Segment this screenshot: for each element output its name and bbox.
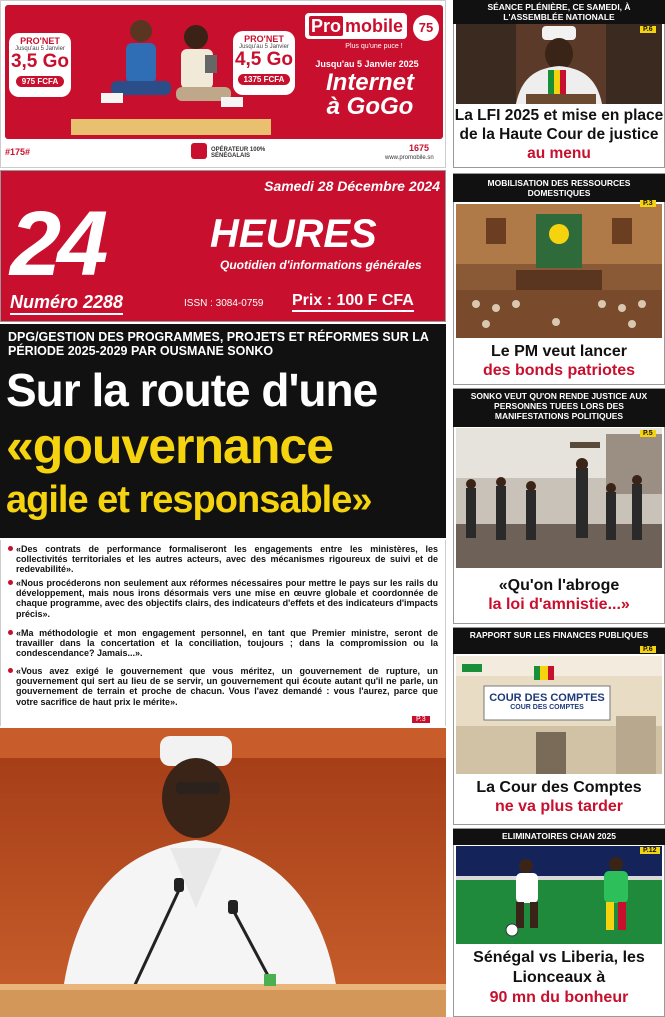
offer-amount: 3,5 Go xyxy=(10,51,70,72)
offer-sub: Jusqu'au 5 Janvier xyxy=(15,46,65,52)
side-story-2-page[interactable]: P.3 xyxy=(640,200,656,207)
title-red: des bonds patriotes xyxy=(482,362,636,379)
sign-line1: COUR DES COMPTES xyxy=(489,692,605,704)
lead-page-ref[interactable]: P.3 xyxy=(412,716,430,723)
side-story-4-title[interactable] xyxy=(453,778,665,816)
title-black: La LFI 2025 et mise en place de la Haute Cour de justice xyxy=(454,107,664,143)
side-story-3-kicker: SONKO VEUT QU'ON RENDE JUSTICE AUX PERSONNES TUEES LORS DES MANIFESTATIONS POLITIQUES xyxy=(453,389,665,427)
cour-des-comptes-sign xyxy=(486,692,608,711)
issue-number: Numéro 2288 xyxy=(10,292,123,315)
side-story-3-page[interactable]: P.5 xyxy=(640,430,656,437)
ad-footer-code: #175# xyxy=(5,147,31,157)
logo-24: 24 xyxy=(10,193,105,295)
lead-quote: «Des contrats de performance formaliseront les engagements entre les ministères, les collectivités territoriales et les autres acteurs, avec des mécanismes rigoureux de suivi et de redevabilité». xyxy=(10,544,438,575)
side-story-1-kicker: SÉANCE PLÉNIÈRE, CE SAMEDI, À L'ASSEMBLÉE NATIONALE xyxy=(453,0,665,24)
offer-title: PRO'NET xyxy=(244,34,284,44)
operator-logo-icon xyxy=(191,143,207,159)
sign-line2: COUR DES COMPTES xyxy=(510,704,584,711)
offer-amount: 4,5 Go xyxy=(234,49,294,70)
issn: ISSN : 3084-0759 xyxy=(184,298,264,309)
lead-quote: «Ma méthodologie et mon engagement personnel, en tant que Premier ministre, seront de travailler dans la concertation et la conciliation, toujours ; dans la compromission ou la condescendance? Jamais...». xyxy=(10,628,438,659)
price: Prix : 100 F CFA xyxy=(292,292,414,312)
ad-date: Jusqu'au 5 Janvier 2025 xyxy=(315,59,419,69)
side-story-3-title[interactable] xyxy=(453,576,665,614)
offer-price: 975 FCFA xyxy=(16,76,64,87)
title-black: La Cour des Comptes xyxy=(476,779,642,796)
side-story-1-page[interactable]: P.6 xyxy=(640,26,656,33)
ad-footer-site[interactable]: www.promobile.sn xyxy=(385,155,434,161)
ad-slogan: Plus qu'une puce ! xyxy=(345,43,403,50)
lead-quote: «Vous avez exigé le gouvernement que vous méritez, un gouvernement de rupture, un gouvernement qui sert au lieu de se servir, un gouvernement qui écoute autant qu'il ne parle, un gouvernement de terrain et proche de chacun. Vous l'avez demandé : vous l'aurez, parce que votre sacrifice de haut prix le mérite». xyxy=(10,666,438,707)
side-story-1-photo[interactable] xyxy=(456,24,662,104)
side-story-4-kicker: RAPPORT SUR LES FINANCES PUBLIQUES xyxy=(453,628,665,654)
title-red: au menu xyxy=(527,145,591,162)
lead-headline-line1[interactable]: Sur la route d'une xyxy=(6,364,378,416)
title-black: «Qu'on l'abroge xyxy=(498,577,620,594)
ad-headline-line2: à GoGo xyxy=(326,93,414,120)
title-black: Le PM veut lancer xyxy=(490,343,628,360)
issue-date: Samedi 28 Décembre 2024 xyxy=(264,178,440,194)
title-red: 90 mn du bonheur xyxy=(489,989,629,1006)
brand-pro: Pro xyxy=(310,16,341,36)
ad-footer xyxy=(5,141,443,165)
logo-heures: HEURES xyxy=(210,212,377,256)
side-story-4-page[interactable]: P.6 xyxy=(640,646,656,653)
side-story-4-photo[interactable] xyxy=(456,656,662,774)
side-story-2-kicker: MOBILISATION DES RESSOURCES DOMESTIQUES xyxy=(453,174,665,202)
side-story-5-page[interactable]: P.12 xyxy=(640,847,660,854)
promobile-logo[interactable] xyxy=(305,13,407,39)
tagline: Quotidien d'informations générales xyxy=(220,258,422,272)
offer-price: 1375 FCFA xyxy=(238,74,291,85)
brand-mobile: mobile xyxy=(345,16,404,36)
side-story-5-title[interactable] xyxy=(453,948,665,1008)
lead-quote: «Nous procéderons non seulement aux réformes nécessaires pour mettre le pays sur les rails du développement, mais nous irons désormais vers une mise en œuvre globale et coordonnée de chaque programme, avec des objectifs clairs, des indicateurs d'effets et des indicateurs d'impacts précis». xyxy=(10,578,438,619)
title-red: la loi d'amnistie...» xyxy=(488,596,630,613)
ad-headline-line1: Internet xyxy=(325,69,414,96)
side-story-2-title[interactable] xyxy=(453,342,665,380)
title-red: ne va plus tarder xyxy=(494,798,624,815)
ad-footer-number: 1675 xyxy=(409,143,430,153)
offer-bubble-right[interactable] xyxy=(233,31,295,95)
lead-headline-line3[interactable]: agile et responsable» xyxy=(6,479,372,521)
lead-headline-line2[interactable]: «gouvernance xyxy=(6,418,334,474)
side-story-1-title[interactable] xyxy=(453,106,665,163)
ad-headline xyxy=(297,71,443,119)
promobile-advertisement[interactable] xyxy=(0,0,446,168)
lead-photo[interactable] xyxy=(0,728,446,1017)
offer-bubble-left[interactable] xyxy=(9,33,71,97)
lead-kicker: DPG/GESTION DES PROGRAMMES, PROJETS ET RÉFORMES SUR LA PÉRIODE 2025-2029 PAR OUSMANE SONKO xyxy=(8,330,429,358)
side-story-3-photo[interactable] xyxy=(456,428,662,568)
ad-footer-operator: OPÉRATEUR 100% SÉNÉGALAIS xyxy=(211,147,266,159)
side-story-5-photo[interactable] xyxy=(456,846,662,944)
offer-sub: Jusqu'au 5 Janvier xyxy=(239,44,289,50)
side-story-5-kicker: ELIMINATOIRES CHAN 2025 xyxy=(453,829,665,845)
offer-title: PRO'NET xyxy=(20,36,60,46)
badge-75: 75 xyxy=(413,15,439,41)
side-story-2-photo[interactable] xyxy=(456,204,662,338)
title-black: Sénégal vs Liberia, les Lionceaux à xyxy=(473,949,645,986)
